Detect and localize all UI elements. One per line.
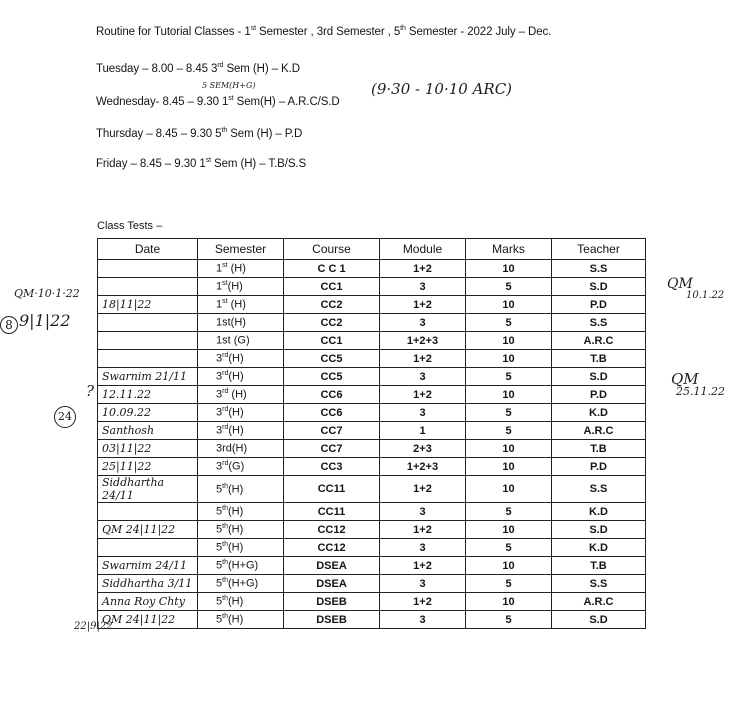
cell-semester: 1st(H) xyxy=(198,278,284,296)
table-row xyxy=(98,557,646,575)
cell-teacher: T.B xyxy=(552,557,646,575)
cell-date xyxy=(98,539,198,557)
cell-date xyxy=(98,278,198,296)
cell-module: 1+2 xyxy=(380,350,466,368)
table-row xyxy=(98,260,646,278)
cell-module: 1+2 xyxy=(380,260,466,278)
cell-semester: 5th(H) xyxy=(198,476,284,503)
cell-course: CC11 xyxy=(284,503,380,521)
document-title: Routine for Tutorial Classes - 1st Semester , 3rd Semester , 5th Semester - 2022 July – Dec. xyxy=(96,25,552,38)
margin-note-left-bottom: 22|9|22 xyxy=(74,621,113,632)
cell-teacher: S.D xyxy=(552,278,646,296)
table-row xyxy=(98,539,646,557)
cell-module: 3 xyxy=(380,368,466,386)
cell-date xyxy=(98,260,198,278)
header-course: Course xyxy=(284,239,380,260)
cell-semester: 5th(H+G) xyxy=(198,557,284,575)
cell-date: Santhosh xyxy=(98,422,198,440)
cell-course: DSEA xyxy=(284,575,380,593)
cell-semester: 1st (G) xyxy=(198,332,284,350)
cell-marks: 10 xyxy=(466,521,552,539)
table-row xyxy=(98,440,646,458)
cell-module: 3 xyxy=(380,539,466,557)
cell-module: 1 xyxy=(380,422,466,440)
table-row xyxy=(98,458,646,476)
cell-semester: 5th(H) xyxy=(198,503,284,521)
cell-course: CC12 xyxy=(284,521,380,539)
cell-course: CC2 xyxy=(284,296,380,314)
wednesday-handwritten-above: 5 SEM(H+G) xyxy=(202,81,256,90)
cell-semester: 5th(H) xyxy=(198,593,284,611)
margin-note-right-top: QM xyxy=(667,276,693,292)
table-row xyxy=(98,476,646,503)
cell-course: CC5 xyxy=(284,350,380,368)
cell-module: 3 xyxy=(380,404,466,422)
class-tests-label: Class Tests – xyxy=(97,220,163,232)
cell-course: CC6 xyxy=(284,404,380,422)
header-module: Module xyxy=(380,239,466,260)
cell-date: 03|11|22 xyxy=(98,440,198,458)
cell-marks: 10 xyxy=(466,593,552,611)
cell-course: CC5 xyxy=(284,368,380,386)
cell-date: Anna Roy Chty xyxy=(98,593,198,611)
cell-marks: 5 xyxy=(466,575,552,593)
table-row xyxy=(98,503,646,521)
cell-module: 1+2 xyxy=(380,557,466,575)
cell-course: CC1 xyxy=(284,278,380,296)
cell-teacher: S.S xyxy=(552,476,646,503)
cell-teacher: A.R.C xyxy=(552,332,646,350)
cell-module: 3 xyxy=(380,575,466,593)
cell-teacher: T.B xyxy=(552,440,646,458)
cell-module: 1+2 xyxy=(380,386,466,404)
margin-date-left-1: 9|1|22 xyxy=(19,311,71,330)
cell-marks: 10 xyxy=(466,260,552,278)
cell-date: 10.09.22 xyxy=(98,404,198,422)
cell-semester: 5th(H) xyxy=(198,521,284,539)
cell-date xyxy=(98,332,198,350)
cell-teacher: S.S xyxy=(552,575,646,593)
cell-marks: 5 xyxy=(466,539,552,557)
cell-course: CC7 xyxy=(284,440,380,458)
cell-marks: 10 xyxy=(466,440,552,458)
table-row xyxy=(98,350,646,368)
cell-teacher: S.S xyxy=(552,260,646,278)
table-row xyxy=(98,404,646,422)
cell-date: QM 24|11|22 xyxy=(98,521,198,539)
cell-marks: 10 xyxy=(466,557,552,575)
margin-circle-left-1: 8 xyxy=(0,316,18,334)
cell-course: CC12 xyxy=(284,539,380,557)
margin-note-right-mid: QM xyxy=(671,370,699,388)
table-row xyxy=(98,575,646,593)
cell-marks: 5 xyxy=(466,404,552,422)
cell-teacher: S.D xyxy=(552,611,646,629)
cell-module: 3 xyxy=(380,611,466,629)
table-row xyxy=(98,521,646,539)
cell-course: C C 1 xyxy=(284,260,380,278)
cell-teacher: P.D xyxy=(552,458,646,476)
margin-note-right-top-date: 10.1.22 xyxy=(686,290,725,301)
cell-marks: 5 xyxy=(466,278,552,296)
table-header-row xyxy=(98,239,646,260)
table-row xyxy=(98,332,646,350)
cell-semester: 3rd(H) xyxy=(198,350,284,368)
wednesday-handwritten-note: (9·30 - 10·10 ARC) xyxy=(371,80,513,98)
cell-module: 1+2+3 xyxy=(380,458,466,476)
table-row xyxy=(98,296,646,314)
cell-course: CC2 xyxy=(284,314,380,332)
cell-marks: 10 xyxy=(466,332,552,350)
cell-semester: 1st (H) xyxy=(198,260,284,278)
header-teacher: Teacher xyxy=(552,239,646,260)
cell-course: CC1 xyxy=(284,332,380,350)
cell-semester: 5th(H+G) xyxy=(198,575,284,593)
cell-marks: 5 xyxy=(466,611,552,629)
cell-marks: 5 xyxy=(466,503,552,521)
header-date: Date xyxy=(98,239,198,260)
cell-marks: 10 xyxy=(466,350,552,368)
cell-course: CC11 xyxy=(284,476,380,503)
margin-note-right-mid-date: 25.11.22 xyxy=(676,385,725,398)
cell-teacher: A.R.C xyxy=(552,593,646,611)
cell-teacher: P.D xyxy=(552,386,646,404)
table-row xyxy=(98,278,646,296)
routine-wednesday: Wednesday- 8.45 – 9.30 1st Sem(H) – A.R.C/S.D xyxy=(96,95,340,108)
cell-course: DSEA xyxy=(284,557,380,575)
cell-teacher: S.D xyxy=(552,521,646,539)
routine-tuesday: Tuesday – 8.00 – 8.45 3rd Sem (H) – K.D xyxy=(96,62,300,75)
cell-module: 3 xyxy=(380,278,466,296)
cell-date xyxy=(98,350,198,368)
table-row xyxy=(98,386,646,404)
cell-date: Swarnim 24/11 xyxy=(98,557,198,575)
cell-date: Siddhartha 3/11 xyxy=(98,575,198,593)
cell-teacher: P.D xyxy=(552,296,646,314)
cell-date: 18|11|22 xyxy=(98,296,198,314)
cell-course: DSEB xyxy=(284,593,380,611)
class-tests-table xyxy=(97,238,646,629)
cell-marks: 10 xyxy=(466,296,552,314)
table-row xyxy=(98,368,646,386)
table-row xyxy=(98,593,646,611)
cell-semester: 5th(H) xyxy=(198,539,284,557)
cell-marks: 5 xyxy=(466,314,552,332)
cell-semester: 1st (H) xyxy=(198,296,284,314)
cell-marks: 10 xyxy=(466,458,552,476)
table-row xyxy=(98,314,646,332)
cell-date: Swarnim 21/11 xyxy=(98,368,198,386)
cell-date: 25|11|22 xyxy=(98,458,198,476)
cell-teacher: A.R.C xyxy=(552,422,646,440)
routine-friday: Friday – 8.45 – 9.30 1st Sem (H) – T.B/S.S xyxy=(96,157,307,170)
cell-semester: 3rd(H) xyxy=(198,368,284,386)
margin-question-mark: ? xyxy=(86,382,95,400)
cell-module: 1+2 xyxy=(380,593,466,611)
cell-module: 1+2+3 xyxy=(380,332,466,350)
cell-marks: 5 xyxy=(466,368,552,386)
table-row xyxy=(98,422,646,440)
cell-semester: 3rd (H) xyxy=(198,386,284,404)
header-marks: Marks xyxy=(466,239,552,260)
cell-date: QM 24|11|22 xyxy=(98,611,198,629)
cell-module: 1+2 xyxy=(380,521,466,539)
margin-note-left-top: QM·10·1·22 xyxy=(14,287,80,300)
cell-module: 2+3 xyxy=(380,440,466,458)
cell-course: CC7 xyxy=(284,422,380,440)
cell-teacher: K.D xyxy=(552,503,646,521)
routine-thursday: Thursday – 8.45 – 9.30 5th Sem (H) – P.D xyxy=(96,127,303,140)
table-row xyxy=(98,611,646,629)
cell-course: CC6 xyxy=(284,386,380,404)
cell-teacher: S.S xyxy=(552,314,646,332)
cell-semester: 3rd(H) xyxy=(198,422,284,440)
cell-marks: 5 xyxy=(466,422,552,440)
cell-module: 1+2 xyxy=(380,296,466,314)
cell-marks: 10 xyxy=(466,476,552,503)
cell-course: DSEB xyxy=(284,611,380,629)
cell-marks: 10 xyxy=(466,386,552,404)
margin-circle-left-2: 24 xyxy=(54,406,76,428)
cell-date xyxy=(98,503,198,521)
cell-date xyxy=(98,314,198,332)
cell-date: Siddhartha 24/11 xyxy=(98,476,198,503)
cell-module: 1+2 xyxy=(380,476,466,503)
cell-course: CC3 xyxy=(284,458,380,476)
cell-semester: 3rd(H) xyxy=(198,440,284,458)
cell-teacher: K.D xyxy=(552,404,646,422)
cell-teacher: K.D xyxy=(552,539,646,557)
cell-teacher: T.B xyxy=(552,350,646,368)
cell-semester: 1st(H) xyxy=(198,314,284,332)
cell-semester: 3rd(H) xyxy=(198,404,284,422)
cell-semester: 5th(H) xyxy=(198,611,284,629)
cell-semester: 3rd(G) xyxy=(198,458,284,476)
cell-module: 3 xyxy=(380,314,466,332)
cell-teacher: S.D xyxy=(552,368,646,386)
cell-date: 12.11.22 xyxy=(98,386,198,404)
header-semester: Semester xyxy=(198,239,284,260)
cell-module: 3 xyxy=(380,503,466,521)
